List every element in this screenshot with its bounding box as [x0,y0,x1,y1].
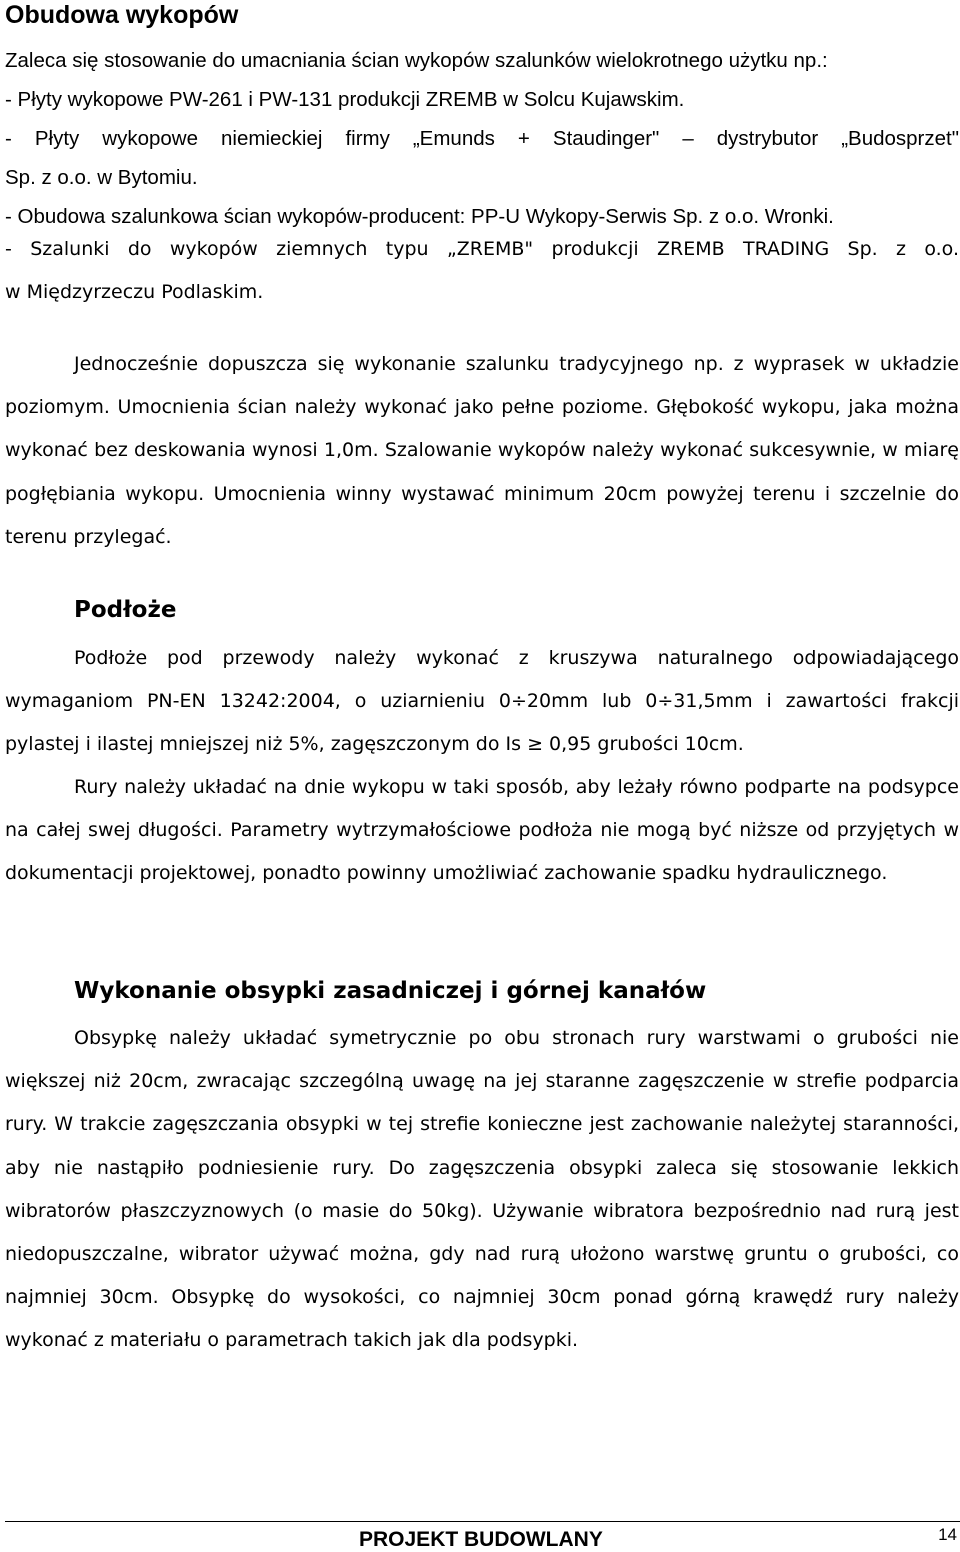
section-heading-obudowa: Obudowa wykopów [5,1,239,29]
text-line: Sp. z o.o. w Bytomiu. [5,166,198,189]
footer-divider [5,1521,960,1522]
paragraph-jednoczesnie: Jednocześnie dopuszcza się wykonanie szalunku tradycyjnego np. z wyprasek w układzie poziomym. Umocnienia ścian należy wykonać jako pełne poziome. Głębokość wykopu, jaka można wykonać bez deskowania wynosi 1,0m. Szalowanie wykopów należy wykonać sukcesywnie, w miarę pogłębiania wykopu. Umocnienia winny wystawać minimum 20cm powyżej terenu i szczelnie do terenu przylegać. [5,353,959,548]
section-heading-podloze: Podłoże [74,597,177,623]
text-line: - Płyty wykopowe niemieckiej firmy „Emunds + Staudinger" – dystrybutor „Budosprzet" [5,127,959,150]
section-heading-obsypka: Wykonanie obsypki zasadniczej i górnej kanałów [74,978,707,1004]
paragraph-podloze: Podłoże pod przewody należy wykonać z kruszywa naturalnego odpowiadającego wymaganiom PN-EN 13242:2004, o uziarnieniu 0÷20mm lub 0÷31,5mm i zawartości frakcji pylastej i ilastej mniejszej niż 5%, zagęszczonym do Is ≥ 0,95 grubości 10cm. [5,647,959,756]
text-line: - Obudowa szalunkowa ścian wykopów-producent: PP-U Wykopy-Serwis Sp. z o.o. Wronki. [5,205,834,228]
page-number: 14 [938,1525,957,1544]
paragraph-szalunki [5,228,959,314]
text-line: w Międzyrzeczu Podlaskim. [5,281,264,304]
paragraph-obudowa-intro [5,41,959,236]
paragraph-obsypka: Obsypkę należy układać symetrycznie po obu stronach rury warstwami o grubości nie większej niż 20cm, zwracając szczególną uwagę na jej staranne zagęszczenie w strefie podparcia rury. W trakcie zagęszczania obsypki w tej strefie konieczne jest zachowanie należytej staranności, aby nie nastąpiło podniesienie rury. Do zagęszczenia obsypki zaleca się stosowanie lekkich wibratorów płaszczyznowych (o masie do 50kg). Używanie wibratora bezpośrednio nad rurą jest niedopuszczalne, wibrator używać można, gdy nad rurą ułożono warstwę gruntu o grubości, co najmniej 30cm. Obsypkę do wysokości, co najmniej 30cm ponad górną krawędź rury należy wykonać z materiału o parametrach takich jak dla podsypki. [5,1027,959,1352]
text-line: Zaleca się stosowanie do umacniania ścian wykopów szalunków wielokrotnego użytku np.: [5,49,828,72]
paragraph-rury: Rury należy układać na dnie wykopu w taki sposób, aby leżały równo podparte na podsypce na całej swej długości. Parametry wytrzymałościowe podłoża nie mogą być niższe od przyjętych w dokumentacji projektowej, ponadto powinny umożliwiać zachowanie spadku hydraulicznego. [5,776,959,885]
text-line: - Szalunki do wykopów ziemnych typu „ZREMB" produkcji ZREMB TRADING Sp. z o.o. [5,238,959,260]
footer-title: PROJEKT BUDOWLANY [359,1528,603,1551]
text-line: - Płyty wykopowe PW-261 i PW-131 produkcji ZREMB w Solcu Kujawskim. [5,88,685,111]
